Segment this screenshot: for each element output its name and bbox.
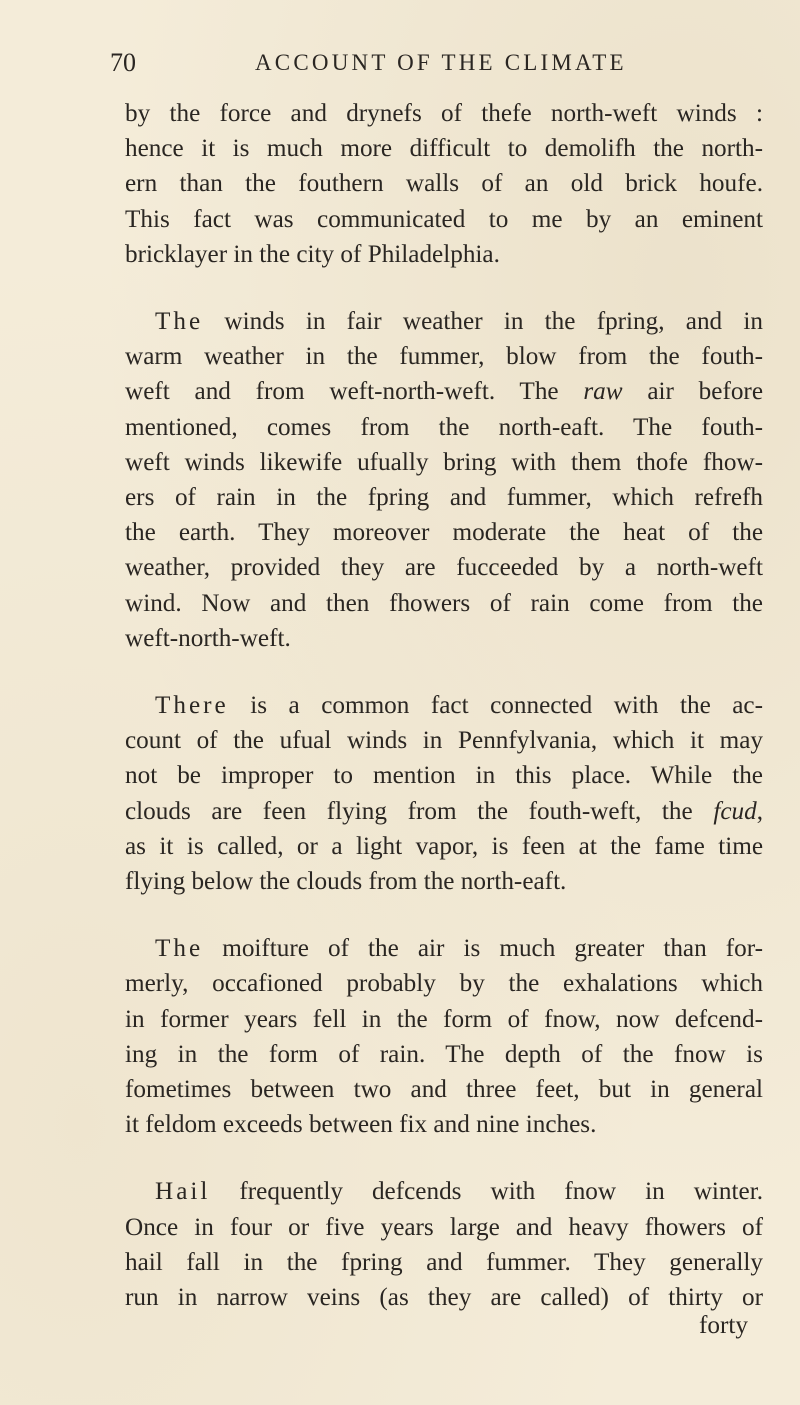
text-line: bricklayer in the city of Philadelphia. [125,240,500,268]
text-line [125,688,763,723]
text-line: the earth. They moreover moderate the heat of the [125,519,763,547]
text-line: weather, provided they are fucceeded by a north-weft [125,554,763,582]
catchword: forty [699,1312,748,1339]
text-line: clouds are feen flying from the fouth-weft, the fcud, [125,797,763,825]
paragraph [125,304,763,656]
text-run: winds in fair weather in the fpring, and in [203,308,763,336]
text-line: not be improper to mention in this place. While the [125,762,763,790]
text-line: flying below the clouds from the north-eaft. [125,868,567,896]
text-line: ern than the fouthern walls of an old brick houfe. [125,170,763,198]
paragraph [125,931,763,1142]
text-line: it feldom exceeds between fix and nine inches. [125,1111,597,1139]
text-run: moifture of the air is much greater than for- [203,935,763,963]
text-line: hail fall in the fpring and fummer. They generally [125,1248,763,1276]
text-line: count of the ufual winds in Pennfylvania, which it may [125,727,763,755]
text-run: is a common fact connected with the ac- [228,692,763,720]
text-line: This fact was communicated to me by an eminent [125,205,763,233]
page-number: 70 [110,48,136,77]
text-line [125,931,763,966]
page-header [0,48,800,88]
paragraph [125,96,763,272]
text-line: ers of rain in the fpring and fummer, which refrefh [125,484,763,512]
paragraph [125,1174,763,1315]
text-line: Once in four or five years large and heavy fhowers of [125,1213,763,1241]
small-caps-lead: The [155,308,204,336]
text-line: weft winds likewife ufually bring with them thofe fhow- [125,448,763,476]
text-line: weft-north-weft. [125,624,291,652]
small-caps-lead: There [155,692,229,720]
small-caps-lead: Hail [155,1178,211,1206]
text-line: weft and from weft-north-weft. The raw air before [125,378,763,406]
text-line [125,1174,763,1209]
text-line: as it is called, or a light vapor, is feen at the fame time [125,832,763,860]
text-line: run in narrow veins (as they are called) of thirty or [125,1284,763,1312]
text-line: wind. Now and then fhowers of rain come from the [125,589,763,617]
text-line: ing in the form of rain. The depth of the fnow is [125,1040,763,1068]
body-text [125,96,763,1347]
text-line: fometimes between two and three feet, but in general [125,1076,763,1104]
paragraph [125,688,763,899]
text-line: in former years fell in the form of fnow, now defcend- [125,1005,763,1033]
small-caps-lead: The [155,935,204,963]
text-line [125,304,763,339]
text-line: warm weather in the fummer, blow from the fouth- [125,343,763,371]
text-run: frequently defcends with fnow in winter. [210,1178,763,1206]
text-line: by the force and drynefs of thefe north-weft winds : [125,100,763,127]
text-line: hence it is much more difficult to demolifh the north- [125,135,763,163]
text-line: mentioned, comes from the north-eaft. The fouth- [125,413,763,441]
running-head: ACCOUNT OF THE CLIMATE [255,50,627,75]
text-line: merly, occafioned probably by the exhalations which [125,970,763,998]
